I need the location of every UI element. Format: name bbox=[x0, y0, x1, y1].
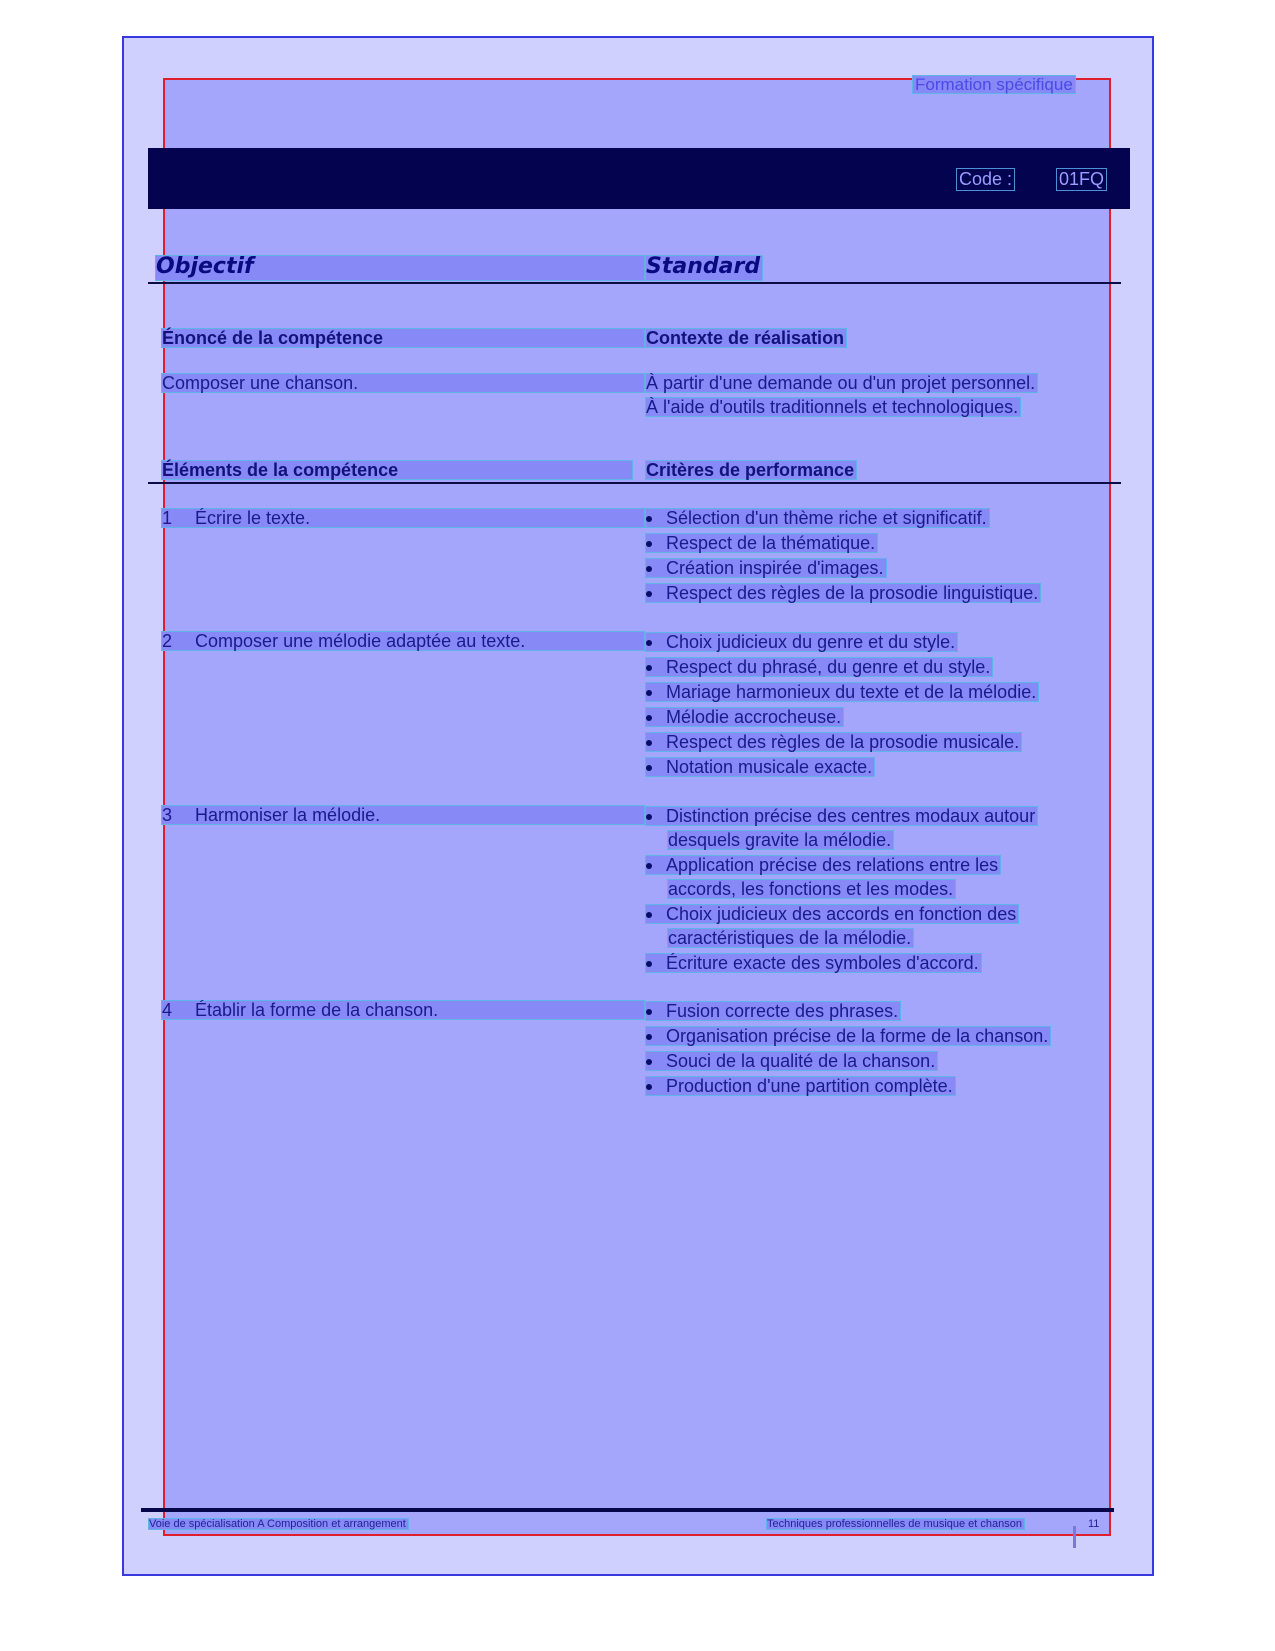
criterion-text: Choix judicieux des accords en fonction des bbox=[666, 904, 1017, 924]
footer-left: Voie de spécialisation A Composition et arrangement bbox=[148, 1518, 409, 1530]
bullet-icon bbox=[646, 715, 652, 721]
element-label: Composer une mélodie adaptée au texte. bbox=[195, 631, 526, 651]
criterion bbox=[645, 682, 1039, 702]
code-value: 01FQ bbox=[1056, 168, 1107, 191]
element-item bbox=[161, 631, 645, 651]
criterion bbox=[645, 508, 990, 528]
element-item bbox=[161, 1000, 645, 1020]
element-item bbox=[161, 508, 645, 528]
criterion-text: Application précise des relations entre les bbox=[666, 855, 999, 875]
contexte-title: Contexte de réalisation bbox=[645, 328, 847, 348]
criterion-text: Mélodie accrocheuse. bbox=[666, 707, 842, 727]
contexte-line: À l'aide d'outils traditionnels et technologiques. bbox=[645, 397, 1021, 417]
criterion-text: Respect de la thématique. bbox=[666, 533, 876, 553]
criterion-continuation: accords, les fonctions et les modes. bbox=[667, 879, 956, 899]
criterion-text: Création inspirée d'images. bbox=[666, 558, 884, 578]
criterion-text: Souci de la qualité de la chanson. bbox=[666, 1051, 936, 1071]
element-number: 2 bbox=[162, 631, 173, 651]
contexte-line: À partir d'une demande ou d'un projet personnel. bbox=[645, 373, 1038, 393]
criterion bbox=[645, 953, 982, 973]
code-label: Code : bbox=[956, 168, 1015, 191]
bullet-icon bbox=[646, 591, 652, 597]
criterion bbox=[645, 904, 1019, 924]
criterion-text: Respect des règles de la prosodie linguistique. bbox=[666, 583, 1039, 603]
criterion bbox=[645, 1026, 1051, 1046]
criterion bbox=[645, 1001, 901, 1021]
bullet-icon bbox=[646, 1084, 652, 1090]
criterion-text: Respect des règles de la prosodie musicale. bbox=[666, 732, 1020, 752]
criterion-text: Sélection d'un thème riche et significatif. bbox=[666, 508, 987, 528]
bullet-icon bbox=[646, 516, 652, 522]
bullet-icon bbox=[646, 690, 652, 696]
footer-rule bbox=[141, 1508, 1114, 1512]
bullet-icon bbox=[646, 640, 652, 646]
bullet-icon bbox=[646, 765, 652, 771]
criterion-text: Notation musicale exacte. bbox=[666, 757, 873, 777]
enonce-title: Énoncé de la compétence bbox=[161, 328, 645, 348]
criterion bbox=[645, 632, 958, 652]
criterion-continuation: desquels gravite la mélodie. bbox=[667, 830, 894, 850]
criterion-continuation: caractéristiques de la mélodie. bbox=[667, 928, 914, 948]
criterion-text: Choix judicieux du genre et du style. bbox=[666, 632, 956, 652]
criterion bbox=[645, 855, 1001, 875]
elements-rule bbox=[148, 482, 1121, 484]
bullet-icon bbox=[646, 740, 652, 746]
footer-right: Techniques professionnelles de musique et chanson bbox=[766, 1518, 1025, 1530]
bullet-icon bbox=[646, 912, 652, 918]
header-label: Formation spécifique bbox=[912, 75, 1076, 94]
bullet-icon bbox=[646, 1059, 652, 1065]
criterion bbox=[645, 707, 844, 727]
criterion-text: Fusion correcte des phrases. bbox=[666, 1001, 899, 1021]
criterion-text: Respect du phrasé, du genre et du style. bbox=[666, 657, 991, 677]
column-rule bbox=[148, 282, 1121, 284]
element-number: 4 bbox=[162, 1000, 173, 1020]
column-title-standard: Standard bbox=[645, 255, 763, 281]
element-number: 3 bbox=[162, 805, 173, 825]
bullet-icon bbox=[646, 566, 652, 572]
bullet-icon bbox=[646, 665, 652, 671]
criteres-title: Critères de performance bbox=[645, 460, 857, 480]
column-title-objectif: Objectif bbox=[155, 255, 645, 281]
criterion-text: Écriture exacte des symboles d'accord. bbox=[666, 953, 979, 973]
criterion bbox=[645, 732, 1022, 752]
criterion-text: Production d'une partition complète. bbox=[666, 1076, 953, 1096]
bullet-icon bbox=[646, 961, 652, 967]
bullet-icon bbox=[646, 1009, 652, 1015]
criterion-text: Distinction précise des centres modaux autour bbox=[666, 806, 1036, 826]
criterion bbox=[645, 757, 875, 777]
page-number: 11 bbox=[1088, 1518, 1100, 1530]
bullet-icon bbox=[646, 814, 652, 820]
criterion bbox=[645, 583, 1041, 603]
criterion bbox=[645, 1051, 938, 1071]
elements-title: Éléments de la compétence bbox=[161, 460, 633, 480]
footer-mark bbox=[1073, 1526, 1076, 1548]
criterion bbox=[645, 657, 993, 677]
bullet-icon bbox=[646, 863, 652, 869]
element-label: Harmoniser la mélodie. bbox=[195, 805, 381, 825]
bullet-icon bbox=[646, 541, 652, 547]
criterion bbox=[645, 558, 887, 578]
element-item bbox=[161, 805, 645, 825]
criterion bbox=[645, 533, 878, 553]
enonce-text: Composer une chanson. bbox=[161, 373, 645, 393]
criterion-text: Organisation précise de la forme de la chanson. bbox=[666, 1026, 1049, 1046]
criterion bbox=[645, 806, 1038, 826]
element-label: Établir la forme de la chanson. bbox=[195, 1000, 439, 1020]
bullet-icon bbox=[646, 1034, 652, 1040]
element-label: Écrire le texte. bbox=[195, 508, 311, 528]
criterion bbox=[645, 1076, 956, 1096]
element-number: 1 bbox=[162, 508, 173, 528]
criterion-text: Mariage harmonieux du texte et de la mélodie. bbox=[666, 682, 1037, 702]
